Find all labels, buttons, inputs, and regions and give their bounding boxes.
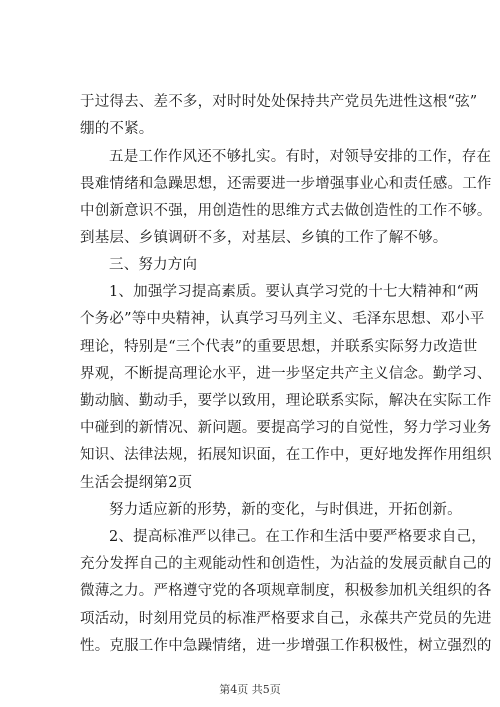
section-heading: 三、努力方向 (109, 257, 198, 273)
text-line-5: 中创新意识不强，用创造性的思维方式去做创造性的工作不够。 (80, 203, 492, 219)
text-line-8: 1、加强学习提高素质。要认真学习党的十七大精神和“两 (109, 284, 479, 300)
text-line-6: 到基层、乡镇调研不多，对基层、乡镇的工作了解不够。 (80, 230, 448, 246)
text-line-19: 微薄之力。严格遵守党的各项规章制度，积极参加机关组织的各 (80, 583, 492, 599)
text-line-15: 生活会提纲第2页 (80, 475, 193, 491)
text-line-13: 中碰到的新情况、新问题。要提高学习的自觉性，努力学习业务 (80, 420, 492, 436)
text-line-1: 于过得去、差不多，对时时处处保持共产党员先进性这根“弦” (80, 94, 478, 110)
text-line-16: 努力适应新的形势，新的变化，与时俱进，开拓创新。 (109, 502, 462, 518)
text-line-11: 界观，不断提高理论水平，进一步坚定共产主义信念。勤学习、 (80, 366, 492, 382)
text-line-3: 五是工作作风还不够扎实。有时，对领导安排的工作，存在 (109, 149, 492, 165)
text-line-4: 畏难情绪和急躁思想，还需要进一步增强事业心和责任感。工作 (80, 176, 492, 192)
text-line-9: 个务必”等中央精神，认真学习马列主义、毛泽东思想、邓小平 (80, 311, 485, 327)
text-line-17: 2、提高标准严以律己。在工作和生活中要严格要求自己， (109, 529, 486, 545)
text-line-18: 充分发挥自己的主观能动性和创造性，为沾益的发展贡献自己的 (80, 556, 492, 572)
text-line-10: 理论，特别是“三个代表”的重要思想，并联系实际努力改造世 (80, 339, 478, 355)
text-line-21: 性。克服工作中急躁情绪，进一步增强工作积极性，树立强烈的 (80, 638, 492, 654)
text-line-20: 项活动，时刻用党员的标准严格要求自己，永葆共产党员的先进 (80, 611, 492, 627)
text-line-12: 勤动脑、勤动手，要学以致用，理论联系实际，解决在实际工作 (80, 393, 492, 409)
text-line-14: 知识、法律法规，拓展知识面，在工作中，更好地发挥作用组织 (80, 447, 492, 463)
text-line-2: 绷的不紧。 (80, 121, 154, 137)
page-number-footer: 第4页 共5页 (219, 683, 281, 696)
